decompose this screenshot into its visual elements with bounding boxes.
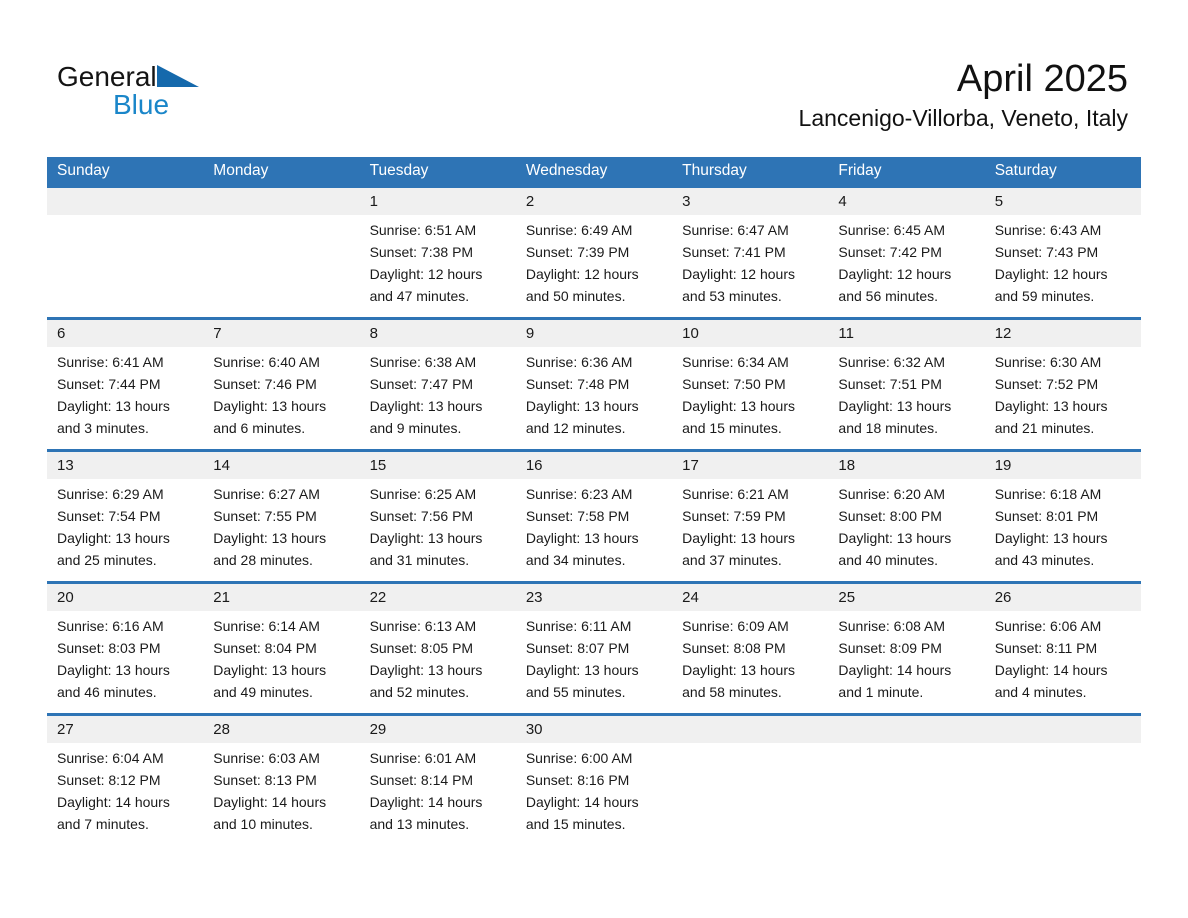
location-subtitle: Lancenigo-Villorba, Veneto, Italy [798, 105, 1128, 131]
daylight-text: Daylight: 14 hours and 13 minutes. [369, 794, 483, 832]
sunrise-text: Sunrise: 6:01 AM [369, 750, 477, 766]
day-number [985, 716, 1141, 743]
daylight-text: Daylight: 13 hours and 21 minutes. [994, 398, 1108, 436]
empty-day-cell [672, 716, 828, 845]
sunrise-text: Sunrise: 6:29 AM [57, 486, 164, 502]
day-cell [203, 452, 359, 581]
day-details [360, 611, 516, 703]
daylight-text: Daylight: 13 hours and 25 minutes. [57, 530, 170, 568]
day-cell [828, 320, 984, 449]
sunset-text: Sunset: 7:43 PM [994, 244, 1099, 260]
sunset-text: Sunset: 7:44 PM [57, 376, 161, 392]
sunrise-text: Sunrise: 6:04 AM [57, 750, 164, 766]
sunset-text: Sunset: 8:04 PM [213, 640, 317, 656]
day-number: 23 [516, 584, 672, 611]
general-blue-logo [57, 62, 217, 124]
day-number: 4 [828, 188, 984, 215]
day-number: 1 [360, 188, 516, 215]
sunset-text: Sunset: 8:07 PM [525, 640, 630, 656]
day-number: 8 [360, 320, 516, 347]
sunrise-text: Sunrise: 6:14 AM [213, 618, 320, 634]
day-cell [360, 584, 516, 713]
day-cell [47, 716, 203, 845]
sunrise-text: Sunrise: 6:45 AM [838, 222, 946, 238]
day-details [203, 479, 359, 571]
day-number: 20 [47, 584, 203, 611]
day-details [672, 479, 828, 571]
day-number: 29 [360, 716, 516, 743]
daylight-text: Daylight: 13 hours and 34 minutes. [525, 530, 639, 568]
sunset-text: Sunset: 8:12 PM [57, 772, 161, 788]
sunrise-text: Sunrise: 6:00 AM [525, 750, 633, 766]
day-cell [516, 320, 672, 449]
empty-day-cell [47, 188, 203, 317]
sunrise-text: Sunrise: 6:09 AM [682, 618, 789, 634]
weekday-header: Saturday [994, 162, 1057, 179]
sunrise-text: Sunrise: 6:03 AM [213, 750, 320, 766]
sunrise-text: Sunrise: 6:08 AM [838, 618, 946, 634]
sunset-text: Sunset: 7:54 PM [57, 508, 161, 524]
sunset-text: Sunset: 7:51 PM [838, 376, 942, 392]
daylight-text: Daylight: 12 hours and 56 minutes. [838, 266, 952, 304]
day-number: 26 [985, 584, 1141, 611]
sunset-text: Sunset: 7:58 PM [525, 508, 630, 524]
sunrise-text: Sunrise: 6:06 AM [994, 618, 1102, 634]
daylight-text: Daylight: 13 hours and 43 minutes. [994, 530, 1108, 568]
daylight-text: Daylight: 13 hours and 55 minutes. [525, 662, 639, 700]
sunset-text: Sunset: 8:13 PM [213, 772, 317, 788]
weekday-header: Tuesday [369, 162, 429, 179]
day-number: 18 [828, 452, 984, 479]
day-cell [516, 188, 672, 317]
daylight-text: Daylight: 14 hours and 7 minutes. [57, 794, 170, 832]
sunset-text: Sunset: 7:42 PM [838, 244, 942, 260]
daylight-text: Daylight: 12 hours and 59 minutes. [994, 266, 1108, 304]
day-cell [516, 716, 672, 845]
day-details [47, 347, 203, 439]
sunset-text: Sunset: 7:48 PM [525, 376, 630, 392]
day-details [47, 611, 203, 703]
daylight-text: Daylight: 12 hours and 47 minutes. [369, 266, 483, 304]
day-cell [672, 320, 828, 449]
day-details [47, 743, 203, 835]
weekday-header-row [47, 157, 1141, 185]
sunrise-text: Sunrise: 6:20 AM [838, 486, 946, 502]
sunset-text: Sunset: 8:11 PM [994, 640, 1098, 656]
day-details [516, 347, 672, 439]
sunset-text: Sunset: 8:09 PM [838, 640, 942, 656]
day-number: 22 [360, 584, 516, 611]
day-cell [203, 320, 359, 449]
day-number: 11 [828, 320, 984, 347]
sunset-text: Sunset: 7:38 PM [369, 244, 474, 260]
day-cell [516, 452, 672, 581]
day-details [672, 347, 828, 439]
daylight-text: Daylight: 13 hours and 40 minutes. [838, 530, 952, 568]
sunrise-text: Sunrise: 6:16 AM [57, 618, 164, 634]
sunset-text: Sunset: 8:14 PM [369, 772, 474, 788]
sunset-text: Sunset: 8:03 PM [57, 640, 161, 656]
sunrise-text: Sunrise: 6:51 AM [369, 222, 477, 238]
day-cell [360, 716, 516, 845]
sunset-text: Sunset: 8:01 PM [994, 508, 1099, 524]
daylight-text: Daylight: 14 hours and 4 minutes. [994, 662, 1108, 700]
sunset-text: Sunset: 8:08 PM [682, 640, 786, 656]
empty-day-cell [203, 188, 359, 317]
sunset-text: Sunset: 7:55 PM [213, 508, 317, 524]
day-number: 6 [47, 320, 203, 347]
sunset-text: Sunset: 7:46 PM [213, 376, 317, 392]
day-number: 13 [47, 452, 203, 479]
daylight-text: Daylight: 14 hours and 10 minutes. [213, 794, 327, 832]
sunrise-text: Sunrise: 6:36 AM [525, 354, 633, 370]
sunrise-text: Sunrise: 6:32 AM [838, 354, 946, 370]
sunrise-text: Sunrise: 6:40 AM [213, 354, 320, 370]
daylight-text: Daylight: 13 hours and 9 minutes. [369, 398, 483, 436]
day-cell [828, 188, 984, 317]
day-number [672, 716, 828, 743]
day-number: 2 [516, 188, 672, 215]
day-details [360, 215, 516, 307]
day-details [828, 479, 984, 571]
week-row [47, 185, 1141, 317]
sunrise-text: Sunrise: 6:34 AM [682, 354, 789, 370]
day-details [516, 611, 672, 703]
weekday-header: Friday [838, 162, 882, 179]
day-details [828, 215, 984, 307]
sunrise-text: Sunrise: 6:41 AM [57, 354, 164, 370]
day-number [203, 188, 359, 215]
daylight-text: Daylight: 13 hours and 6 minutes. [213, 398, 327, 436]
sunrise-text: Sunrise: 6:23 AM [525, 486, 633, 502]
sunrise-text: Sunrise: 6:18 AM [994, 486, 1102, 502]
daylight-text: Daylight: 14 hours and 1 minute. [838, 662, 952, 700]
day-number: 15 [360, 452, 516, 479]
sunset-text: Sunset: 7:41 PM [682, 244, 786, 260]
day-details [360, 347, 516, 439]
sunrise-text: Sunrise: 6:13 AM [369, 618, 477, 634]
day-number: 12 [985, 320, 1141, 347]
day-cell [828, 584, 984, 713]
day-number: 19 [985, 452, 1141, 479]
day-cell [828, 452, 984, 581]
daylight-text: Daylight: 12 hours and 50 minutes. [525, 266, 639, 304]
daylight-text: Daylight: 14 hours and 15 minutes. [525, 794, 639, 832]
day-number: 27 [47, 716, 203, 743]
day-details [985, 611, 1141, 703]
day-number: 7 [203, 320, 359, 347]
day-details [47, 479, 203, 571]
empty-day-cell [985, 716, 1141, 845]
sunset-text: Sunset: 8:05 PM [369, 640, 474, 656]
sunrise-text: Sunrise: 6:30 AM [994, 354, 1102, 370]
weekday-header: Monday [213, 162, 269, 179]
day-details [985, 479, 1141, 571]
day-cell [985, 452, 1141, 581]
day-number: 10 [672, 320, 828, 347]
day-number: 28 [203, 716, 359, 743]
day-number: 9 [516, 320, 672, 347]
day-number [828, 716, 984, 743]
daylight-text: Daylight: 13 hours and 18 minutes. [838, 398, 952, 436]
sunrise-text: Sunrise: 6:25 AM [369, 486, 477, 502]
daylight-text: Daylight: 13 hours and 52 minutes. [369, 662, 483, 700]
day-cell [516, 584, 672, 713]
day-cell [985, 188, 1141, 317]
day-number: 16 [516, 452, 672, 479]
day-cell [203, 584, 359, 713]
day-cell [360, 188, 516, 317]
daylight-text: Daylight: 13 hours and 15 minutes. [682, 398, 795, 436]
day-cell [203, 716, 359, 845]
daylight-text: Daylight: 13 hours and 58 minutes. [682, 662, 795, 700]
day-cell [672, 188, 828, 317]
sunset-text: Sunset: 7:56 PM [369, 508, 474, 524]
day-cell [985, 584, 1141, 713]
daylight-text: Daylight: 13 hours and 31 minutes. [369, 530, 483, 568]
day-cell [47, 452, 203, 581]
sunset-text: Sunset: 8:16 PM [525, 772, 630, 788]
daylight-text: Daylight: 12 hours and 53 minutes. [682, 266, 795, 304]
sunset-text: Sunset: 7:59 PM [682, 508, 786, 524]
empty-day-cell [828, 716, 984, 845]
daylight-text: Daylight: 13 hours and 3 minutes. [57, 398, 170, 436]
logo-text-general: General [57, 61, 157, 92]
daylight-text: Daylight: 13 hours and 12 minutes. [525, 398, 639, 436]
title-block [799, 56, 1128, 132]
logo-text-blue: Blue [113, 89, 170, 120]
day-details [985, 347, 1141, 439]
day-cell [360, 320, 516, 449]
sunrise-text: Sunrise: 6:27 AM [213, 486, 320, 502]
month-title: April 2025 [956, 58, 1128, 100]
day-number: 3 [672, 188, 828, 215]
day-number: 21 [203, 584, 359, 611]
sunrise-text: Sunrise: 6:11 AM [525, 618, 632, 634]
calendar-weeks [47, 185, 1141, 845]
sunset-text: Sunset: 7:47 PM [369, 376, 474, 392]
day-details [985, 215, 1141, 307]
week-row [47, 449, 1141, 581]
day-details [828, 611, 984, 703]
day-number: 14 [203, 452, 359, 479]
day-number: 24 [672, 584, 828, 611]
day-number: 25 [828, 584, 984, 611]
daylight-text: Daylight: 13 hours and 46 minutes. [57, 662, 170, 700]
calendar-table [47, 157, 1141, 845]
sunset-text: Sunset: 8:00 PM [838, 508, 942, 524]
sunrise-text: Sunrise: 6:21 AM [682, 486, 789, 502]
day-details [203, 743, 359, 835]
weekday-header: Wednesday [525, 162, 608, 179]
weekday-header: Thursday [682, 162, 747, 179]
sunrise-text: Sunrise: 6:43 AM [994, 222, 1102, 238]
day-details [672, 611, 828, 703]
day-number [47, 188, 203, 215]
daylight-text: Daylight: 13 hours and 49 minutes. [213, 662, 327, 700]
day-number: 5 [985, 188, 1141, 215]
day-number: 30 [516, 716, 672, 743]
day-cell [360, 452, 516, 581]
day-cell [47, 320, 203, 449]
week-row [47, 317, 1141, 449]
day-details [360, 479, 516, 571]
sunrise-text: Sunrise: 6:38 AM [369, 354, 477, 370]
day-cell [985, 320, 1141, 449]
day-details [672, 215, 828, 307]
day-details [828, 347, 984, 439]
day-details [360, 743, 516, 835]
day-details [203, 347, 359, 439]
day-number: 17 [672, 452, 828, 479]
week-row [47, 581, 1141, 713]
day-cell [47, 584, 203, 713]
daylight-text: Daylight: 13 hours and 37 minutes. [682, 530, 795, 568]
daylight-text: Daylight: 13 hours and 28 minutes. [213, 530, 327, 568]
sunset-text: Sunset: 7:39 PM [525, 244, 630, 260]
sunrise-text: Sunrise: 6:49 AM [525, 222, 633, 238]
day-details [516, 479, 672, 571]
day-details [516, 743, 672, 835]
weekday-header: Sunday [57, 162, 110, 179]
day-cell [672, 452, 828, 581]
week-row [47, 713, 1141, 845]
sunset-text: Sunset: 7:50 PM [682, 376, 786, 392]
day-cell [672, 584, 828, 713]
day-details [203, 611, 359, 703]
sunset-text: Sunset: 7:52 PM [994, 376, 1099, 392]
sunrise-text: Sunrise: 6:47 AM [682, 222, 789, 238]
day-details [516, 215, 672, 307]
